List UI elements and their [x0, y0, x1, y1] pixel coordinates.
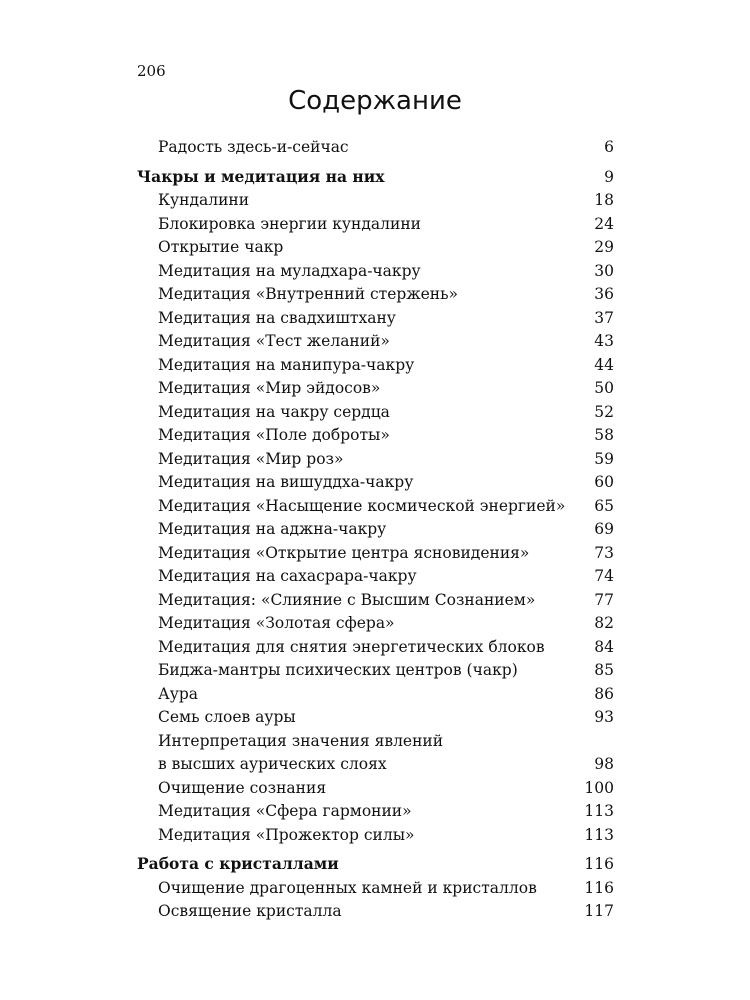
toc-entry-label: Медитация: «Слияние с Высшим Сознанием» — [158, 590, 536, 609]
toc-entry-label: Медитация «Внутренний стержень» — [158, 285, 459, 303]
toc-entry-label: Медитация на манипура-чакру — [158, 355, 415, 374]
toc-entry — [137, 589, 614, 613]
toc-entry — [137, 683, 614, 707]
toc-entry-continuation — [137, 753, 614, 777]
toc-entry-page: 6 — [604, 138, 614, 156]
toc-entry-label: Медитация «Сфера гармонии» — [158, 802, 412, 820]
toc-entry-page: 58 — [594, 426, 614, 444]
toc-entry-label: Медитация «Прожектор силы» — [158, 825, 415, 844]
toc-entry — [137, 518, 614, 542]
toc-entry — [137, 612, 614, 636]
toc-entry-label: Медитация «Насыщение космической энергией» — [158, 496, 566, 515]
toc-entry — [137, 730, 614, 754]
toc-entry-label: Медитация «Мир эйдосов» — [158, 379, 381, 397]
toc-entry-page: 98 — [594, 755, 614, 773]
toc-entry — [137, 777, 614, 801]
toc-entry — [137, 565, 614, 589]
toc-entry-page: 69 — [594, 520, 614, 538]
toc-entry — [137, 471, 614, 495]
toc-entry-label: Аура — [158, 684, 199, 703]
toc-entry-label: Медитация на муладхара-чакру — [158, 261, 421, 280]
toc-entry — [137, 900, 614, 924]
toc-entry-page: 59 — [594, 449, 614, 468]
toc-entry — [137, 877, 614, 901]
toc-entry — [137, 424, 614, 448]
page-number: 206 — [137, 62, 166, 80]
toc-entry-label: Открытие чакр — [158, 238, 284, 256]
toc-entry-label: Блокировка энергии кундалини — [158, 214, 422, 233]
toc-entry-page: 93 — [594, 708, 614, 726]
toc-entry-page: 29 — [594, 238, 614, 256]
toc-entry-page: 50 — [594, 379, 614, 397]
toc-entry-label: Медитация «Мир роз» — [158, 449, 344, 468]
toc-entry-page: 73 — [594, 543, 614, 562]
toc-entry-page: 113 — [584, 802, 614, 820]
toc-entry — [137, 401, 614, 425]
toc-entry — [137, 800, 614, 824]
toc-entry-label: Кундалини — [158, 191, 250, 209]
toc-entry-page: 65 — [594, 496, 614, 515]
toc-chapter — [137, 165, 614, 190]
toc-entry — [137, 495, 614, 519]
toc-entry — [137, 307, 614, 331]
toc-entry — [137, 542, 614, 566]
toc-entry-label: Работа с кристаллами — [137, 854, 339, 873]
toc-entry-label: Биджа-мантры психических центров (чакр) — [158, 661, 518, 679]
toc-entry-page: 30 — [594, 261, 614, 280]
toc-entry-label: Очищение драгоценных камней и кристаллов — [158, 878, 537, 897]
toc-entry-label: Чакры и медитация на них — [137, 166, 385, 186]
toc-entry-page: 85 — [594, 661, 614, 679]
toc-entry-page: 100 — [584, 778, 614, 797]
toc-entry-label: Медитация на аджна-чакру — [158, 520, 387, 538]
toc-entry-page: 60 — [594, 473, 614, 491]
toc-entry-label: Медитация «Поле доброты» — [158, 426, 390, 444]
toc-entry-label: Медитация на сахасрара-чакру — [158, 567, 417, 585]
toc-chapter — [137, 852, 614, 877]
toc-entry-label: Семь слоев ауры — [158, 708, 296, 726]
toc-entry-label: Медитация для снятия энергетических блоков — [158, 637, 545, 656]
toc-entry-label: Медитация «Тест желаний» — [158, 332, 390, 350]
toc-entry-page: 77 — [594, 590, 614, 609]
toc-entry-page: 113 — [584, 825, 614, 844]
toc-entry-page: 18 — [594, 191, 614, 209]
toc-entry-page: 36 — [594, 285, 614, 303]
toc-entry — [137, 260, 614, 284]
toc-entry-label: Медитация на вишуддха-чакру — [158, 473, 414, 491]
toc-entry-label: Радость здесь-и-сейчас — [158, 138, 349, 156]
toc-entry — [137, 377, 614, 401]
toc-entry — [137, 636, 614, 660]
toc-entry-page: 43 — [594, 332, 614, 350]
toc-entry-label: Медитация «Открытие центра ясновидения» — [158, 543, 530, 562]
toc-entry — [137, 824, 614, 848]
page-title: Содержание — [288, 86, 462, 116]
toc-entry — [137, 189, 614, 213]
toc-entry-page: 44 — [594, 355, 614, 374]
toc-entry-page: 116 — [584, 855, 614, 873]
toc-entry-label: Интерпретация значения явлений — [158, 731, 444, 750]
toc-entry-label: Медитация «Золотая сфера» — [158, 614, 395, 632]
toc-entry — [137, 448, 614, 472]
toc-entry — [137, 330, 614, 354]
toc-entry — [137, 236, 614, 260]
toc-entry-page: 52 — [594, 402, 614, 421]
toc-entry-page: 82 — [594, 614, 614, 632]
toc-entry-label: Медитация на свадхиштхану — [158, 308, 396, 327]
toc-entry — [137, 659, 614, 683]
toc-entry-page: 24 — [594, 214, 614, 233]
toc-entry-page: 37 — [594, 308, 614, 327]
toc-entry-label: Очищение сознания — [158, 778, 327, 797]
toc-entry-page: 116 — [584, 878, 614, 897]
toc-entry-page: 117 — [584, 902, 614, 920]
toc-entry — [137, 283, 614, 307]
toc-entry-page: 86 — [594, 684, 614, 703]
table-of-contents — [137, 136, 614, 924]
toc-entry — [137, 213, 614, 237]
toc-entry-page: 9 — [604, 167, 614, 186]
toc-entry-page: 84 — [594, 637, 614, 656]
toc-entry — [137, 136, 614, 160]
toc-entry-page: 74 — [594, 567, 614, 585]
toc-entry-label: в высших аурических слоях — [158, 755, 387, 773]
toc-entry-label: Освящение кристалла — [158, 902, 342, 920]
toc-entry-label: Медитация на чакру сердца — [158, 402, 390, 421]
toc-entry — [137, 706, 614, 730]
toc-entry — [137, 354, 614, 378]
